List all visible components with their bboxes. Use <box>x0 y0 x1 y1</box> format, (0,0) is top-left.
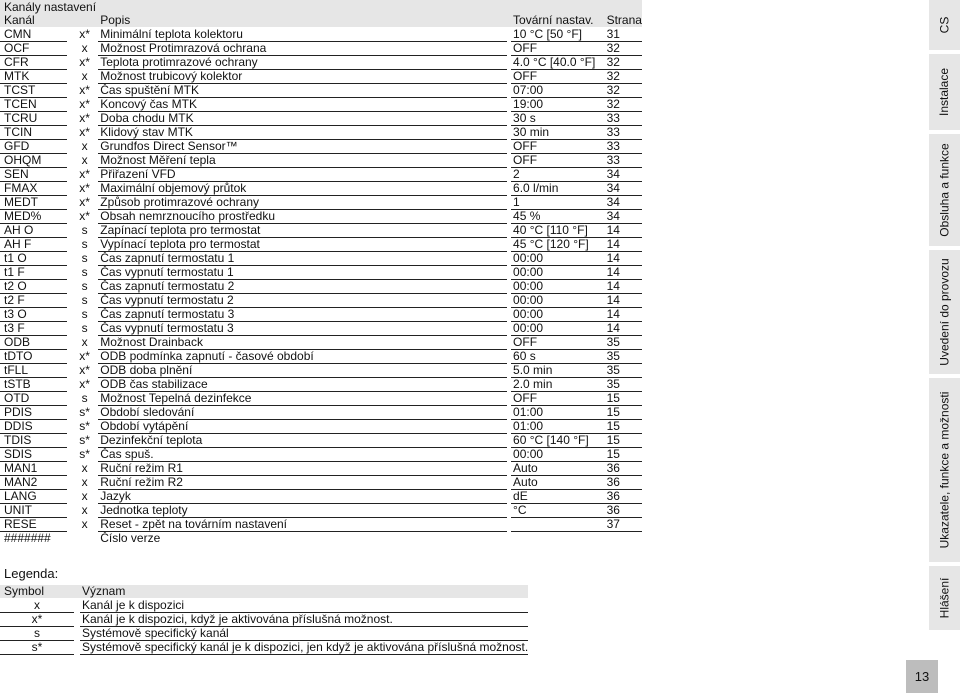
channel-default: 60 °C [140 °F] <box>511 434 605 448</box>
channel-table <box>0 14 642 545</box>
channel-description: Ruční režim R2 <box>98 476 507 490</box>
channel-symbol: s <box>71 280 98 294</box>
channel-default: °C <box>511 504 605 518</box>
channel-page: 14 <box>605 280 642 294</box>
table-row <box>0 350 642 364</box>
channel-code: RESE <box>0 518 67 532</box>
channel-code: MTK <box>0 70 67 84</box>
legend-header-row <box>0 585 528 599</box>
channel-page: 15 <box>605 420 642 434</box>
channel-description: Možnost trubicový kolektor <box>98 70 507 84</box>
channel-code: t2 F <box>0 294 67 308</box>
table-row <box>0 140 642 154</box>
legend-symbol: x <box>0 599 74 613</box>
table-row <box>0 210 642 224</box>
channel-page: 33 <box>605 154 642 168</box>
channel-default <box>511 518 605 532</box>
channel-code: MEDT <box>0 196 67 210</box>
channel-description: Možnost Protimrazová ochrana <box>98 42 507 56</box>
legend-symbol: s* <box>0 641 74 655</box>
table-row <box>0 126 642 140</box>
channel-default: 4.0 °C [40.0 °F] <box>511 56 605 70</box>
channel-description: Čas spuš. <box>98 448 507 462</box>
channel-default: OFF <box>511 392 605 406</box>
table-row <box>0 518 642 532</box>
channel-page: 14 <box>605 322 642 336</box>
channel-symbol: x* <box>71 28 98 42</box>
channel-code: AH O <box>0 224 67 238</box>
channel-description: Obsah nemrznoucího prostředku <box>98 210 507 224</box>
legend-row <box>0 627 528 641</box>
channel-description: Čas zapnutí termostatu 1 <box>98 252 507 266</box>
table-row <box>0 434 642 448</box>
legend-title: Legenda: <box>4 566 59 581</box>
channel-page: 33 <box>605 126 642 140</box>
channel-code: MED% <box>0 210 67 224</box>
table-header-row <box>0 14 642 28</box>
channel-default: 01:00 <box>511 406 605 420</box>
table-row <box>0 168 642 182</box>
page-number: 13 <box>906 660 938 693</box>
channel-page: 31 <box>605 28 642 42</box>
table-row <box>0 224 642 238</box>
channel-description: Způsob protimrazové ochrany <box>98 196 507 210</box>
channel-code: MAN2 <box>0 476 67 490</box>
channel-description: Grundfos Direct Sensor™ <box>98 140 507 154</box>
channel-default: 2 <box>511 168 605 182</box>
table-row <box>0 112 642 126</box>
channel-code: tFLL <box>0 364 67 378</box>
channel-page: 32 <box>605 84 642 98</box>
channel-default: 6.0 l/min <box>511 182 605 196</box>
channel-symbol: s* <box>71 420 98 434</box>
channel-symbol: x* <box>71 126 98 140</box>
channel-description: Jazyk <box>98 490 507 504</box>
channel-page: 33 <box>605 112 642 126</box>
channel-code: SDIS <box>0 448 67 462</box>
channel-page: 32 <box>605 70 642 84</box>
table-row <box>0 252 642 266</box>
channel-default: 00:00 <box>511 322 605 336</box>
channel-default: 60 s <box>511 350 605 364</box>
channel-page: 32 <box>605 98 642 112</box>
channel-page: 34 <box>605 210 642 224</box>
channel-description: Teplota protimrazové ochrany <box>98 56 507 70</box>
tab-instalace[interactable]: Instalace <box>929 54 960 130</box>
channel-symbol: s* <box>71 406 98 420</box>
channel-code: OHQM <box>0 154 67 168</box>
channel-symbol: s* <box>71 448 98 462</box>
channel-code: LANG <box>0 490 67 504</box>
channel-code: AH F <box>0 238 67 252</box>
channel-default: 19:00 <box>511 98 605 112</box>
channel-page: 14 <box>605 294 642 308</box>
channel-code: OTD <box>0 392 67 406</box>
channel-description: Klidový stav MTK <box>98 126 507 140</box>
tab-ukazatele-funkce-moznosti[interactable]: Ukazatele, funkce a možnosti <box>929 378 960 562</box>
channel-symbol: s <box>71 322 98 336</box>
channel-page: 35 <box>605 336 642 350</box>
channel-code: CMN <box>0 28 67 42</box>
channel-default: OFF <box>511 42 605 56</box>
channel-default: 00:00 <box>511 308 605 322</box>
table-row <box>0 392 642 406</box>
channel-description: Dezinfekční teplota <box>98 434 507 448</box>
channel-page: 34 <box>605 196 642 210</box>
tab-cs[interactable]: CS <box>929 0 960 50</box>
channel-default: 00:00 <box>511 280 605 294</box>
header-page: Strana <box>606 14 642 27</box>
channel-symbol: x* <box>71 364 98 378</box>
channel-default: 40 °C [110 °F] <box>511 224 605 238</box>
channel-code: tSTB <box>0 378 67 392</box>
channel-page: 15 <box>605 406 642 420</box>
channel-page: 33 <box>605 140 642 154</box>
table-row <box>0 490 642 504</box>
channel-page: 15 <box>605 434 642 448</box>
section-title: Kanály nastavení <box>0 0 642 14</box>
channel-default: 10 °C [50 °F] <box>511 28 605 42</box>
channel-symbol: x <box>71 140 98 154</box>
channel-default: 45 °C [120 °F] <box>511 238 605 252</box>
channel-page: 15 <box>605 448 642 462</box>
channel-page: 34 <box>605 168 642 182</box>
table-row <box>0 98 642 112</box>
tab-obsluha-a-funkce[interactable]: Obsluha a funkce <box>929 134 960 246</box>
channel-symbol: x* <box>71 210 98 224</box>
channel-page: 34 <box>605 182 642 196</box>
channel-description: Zapínací teplota pro termostat <box>98 224 507 238</box>
channel-description: Čas spuštění MTK <box>98 84 507 98</box>
table-row <box>0 84 642 98</box>
channel-default: OFF <box>511 140 605 154</box>
channel-page: 14 <box>605 238 642 252</box>
channel-code: t3 F <box>0 322 67 336</box>
channel-code: UNIT <box>0 504 67 518</box>
table-row <box>0 154 642 168</box>
channel-symbol: s <box>71 392 98 406</box>
channel-page: 14 <box>605 224 642 238</box>
channel-description: Čas zapnutí termostatu 3 <box>98 308 507 322</box>
channel-description: Koncový čas MTK <box>98 98 507 112</box>
table-row <box>0 504 642 518</box>
channel-description: Možnost Drainback <box>98 336 507 350</box>
table-row <box>0 364 642 378</box>
channel-symbol: x <box>71 42 98 56</box>
legend-meaning: Kanál je k dispozici <box>80 599 528 613</box>
channel-symbol: x <box>71 336 98 350</box>
channel-symbol: x <box>71 154 98 168</box>
channel-default: 45 % <box>511 210 605 224</box>
channel-symbol: x <box>71 462 98 476</box>
channel-code: SEN <box>0 168 67 182</box>
table-row <box>0 462 642 476</box>
channel-default: OFF <box>511 336 605 350</box>
channel-symbol: s <box>71 308 98 322</box>
channel-page: 36 <box>605 490 642 504</box>
legend-symbol: s <box>0 627 74 641</box>
channel-code: ODB <box>0 336 67 350</box>
channel-default: 1 <box>511 196 605 210</box>
table-row <box>0 322 642 336</box>
channel-description: Reset - zpět na továrním nastavení <box>98 518 507 532</box>
channel-code: TCEN <box>0 98 67 112</box>
channel-code: TDIS <box>0 434 67 448</box>
channel-symbol: s <box>71 224 98 238</box>
channel-code: t1 F <box>0 266 67 280</box>
header-code: Kanál <box>0 14 67 28</box>
legend-meaning: Systémově specifický kanál <box>80 627 528 641</box>
channel-code: FMAX <box>0 182 67 196</box>
channel-default: 07:00 <box>511 84 605 98</box>
channel-default: 30 s <box>511 112 605 126</box>
channel-symbol: x <box>71 476 98 490</box>
channel-page: 14 <box>605 252 642 266</box>
channel-code: TCRU <box>0 112 67 126</box>
channel-symbol: x* <box>71 378 98 392</box>
channel-description: Možnost Měření tepla <box>98 154 507 168</box>
channel-code: t3 O <box>0 308 67 322</box>
channel-symbol: x* <box>71 182 98 196</box>
channel-default: 5.0 min <box>511 364 605 378</box>
table-row <box>0 28 642 42</box>
channel-page: 14 <box>605 308 642 322</box>
table-row <box>0 196 642 210</box>
channel-default: 30 min <box>511 126 605 140</box>
channel-page: 36 <box>605 462 642 476</box>
channel-description: Přiřazení VFD <box>98 168 507 182</box>
channel-symbol: x* <box>71 196 98 210</box>
channel-symbol: x* <box>71 112 98 126</box>
channel-symbol: s <box>71 252 98 266</box>
channel-symbol: x* <box>71 56 98 70</box>
table-row <box>0 42 642 56</box>
channel-code: PDIS <box>0 406 67 420</box>
channel-description: Doba chodu MTK <box>98 112 507 126</box>
channel-symbol: x* <box>71 98 98 112</box>
channel-description: Minimální teplota kolektoru <box>98 28 507 42</box>
table-row <box>0 378 642 392</box>
legend-symbol: x* <box>0 613 74 627</box>
legend-table <box>0 585 528 655</box>
channel-description: ODB čas stabilizace <box>98 378 507 392</box>
legend-row <box>0 613 528 627</box>
channel-symbol: s <box>71 238 98 252</box>
channel-code: TCIN <box>0 126 67 140</box>
channel-description: Čas vypnutí termostatu 3 <box>98 322 507 336</box>
channel-symbol: s* <box>71 434 98 448</box>
table-row <box>0 56 642 70</box>
channel-code: MAN1 <box>0 462 67 476</box>
legend-header-meaning: Význam <box>80 585 528 599</box>
channel-code: CFR <box>0 56 67 70</box>
table-row <box>0 476 642 490</box>
channel-page: 35 <box>605 364 642 378</box>
channel-description: ODB podmínka zapnutí - časové období <box>98 350 507 364</box>
table-row <box>0 280 642 294</box>
channel-default: 00:00 <box>511 252 605 266</box>
channel-default: 01:00 <box>511 420 605 434</box>
channel-default: 00:00 <box>511 448 605 462</box>
legend-header-symbol: Symbol <box>0 585 74 599</box>
channel-symbol: x <box>71 70 98 84</box>
channel-default: 2.0 min <box>511 378 605 392</box>
channel-default: OFF <box>511 154 605 168</box>
table-row <box>0 308 642 322</box>
channel-page: 32 <box>605 42 642 56</box>
header-default: Tovární nastav. <box>511 14 605 28</box>
channel-code: DDIS <box>0 420 67 434</box>
tab-uvedeni-do-provozu[interactable]: Uvedení do provozu <box>929 250 960 374</box>
channel-code: t1 O <box>0 252 67 266</box>
channel-default: 00:00 <box>511 266 605 280</box>
channel-page: 15 <box>605 392 642 406</box>
channel-description: Maximální objemový průtok <box>98 182 507 196</box>
channel-description: Možnost Tepelná dezinfekce <box>98 392 507 406</box>
channel-page: 36 <box>605 476 642 490</box>
channel-description: Ruční režim R1 <box>98 462 507 476</box>
channel-page: 37 <box>605 518 642 532</box>
channel-page: 36 <box>605 504 642 518</box>
channel-default: Auto <box>511 476 605 490</box>
table-row <box>0 294 642 308</box>
channel-description: Období vytápění <box>98 420 507 434</box>
table-row <box>0 238 642 252</box>
channel-page: 35 <box>605 378 642 392</box>
legend-row <box>0 599 528 613</box>
table-row <box>0 420 642 434</box>
header-desc: Popis <box>98 14 507 28</box>
channel-default: dE <box>511 490 605 504</box>
channel-default: Auto <box>511 462 605 476</box>
channel-default: 00:00 <box>511 294 605 308</box>
legend-meaning: Systémově specifický kanál je k dispozici, jen když je aktivována příslušná možnost. <box>82 640 529 654</box>
channel-code: OCF <box>0 42 67 56</box>
table-row <box>0 406 642 420</box>
tab-hlaseni[interactable]: Hlášení <box>929 566 960 630</box>
channel-description: Období sledování <box>98 406 507 420</box>
channel-description: ODB doba plnění <box>98 364 507 378</box>
channel-code: tDTO <box>0 350 67 364</box>
table-row <box>0 336 642 350</box>
version-code: ####### <box>4 532 51 545</box>
channel-description: Vypínací teplota pro termostat <box>98 238 507 252</box>
channel-description: Jednotka teploty <box>98 504 507 518</box>
table-row <box>0 70 642 84</box>
table-row <box>0 182 642 196</box>
legend-row <box>0 641 528 655</box>
channel-symbol: x <box>71 504 98 518</box>
channel-description: Čas vypnutí termostatu 2 <box>98 294 507 308</box>
channel-symbol: s <box>71 266 98 280</box>
channel-code: TCST <box>0 84 67 98</box>
channel-description: Čas vypnutí termostatu 1 <box>98 266 507 280</box>
channel-description: Čas zapnutí termostatu 2 <box>98 280 507 294</box>
channel-page: 35 <box>605 350 642 364</box>
channel-symbol: x* <box>71 350 98 364</box>
channel-symbol: s <box>71 294 98 308</box>
channel-symbol: x <box>71 490 98 504</box>
legend-meaning: Kanál je k dispozici, když je aktivována příslušná možnost. <box>80 613 528 627</box>
channel-page: 14 <box>605 266 642 280</box>
channel-symbol: x <box>71 518 98 532</box>
version-row <box>0 532 642 545</box>
channel-symbol: x* <box>71 168 98 182</box>
channel-code: GFD <box>0 140 67 154</box>
version-description: Číslo verze <box>100 532 161 545</box>
channel-symbol: x* <box>71 84 98 98</box>
channel-page: 32 <box>605 56 642 70</box>
channel-code: t2 O <box>0 280 67 294</box>
table-row <box>0 448 642 462</box>
channel-default: OFF <box>511 70 605 84</box>
table-row <box>0 266 642 280</box>
